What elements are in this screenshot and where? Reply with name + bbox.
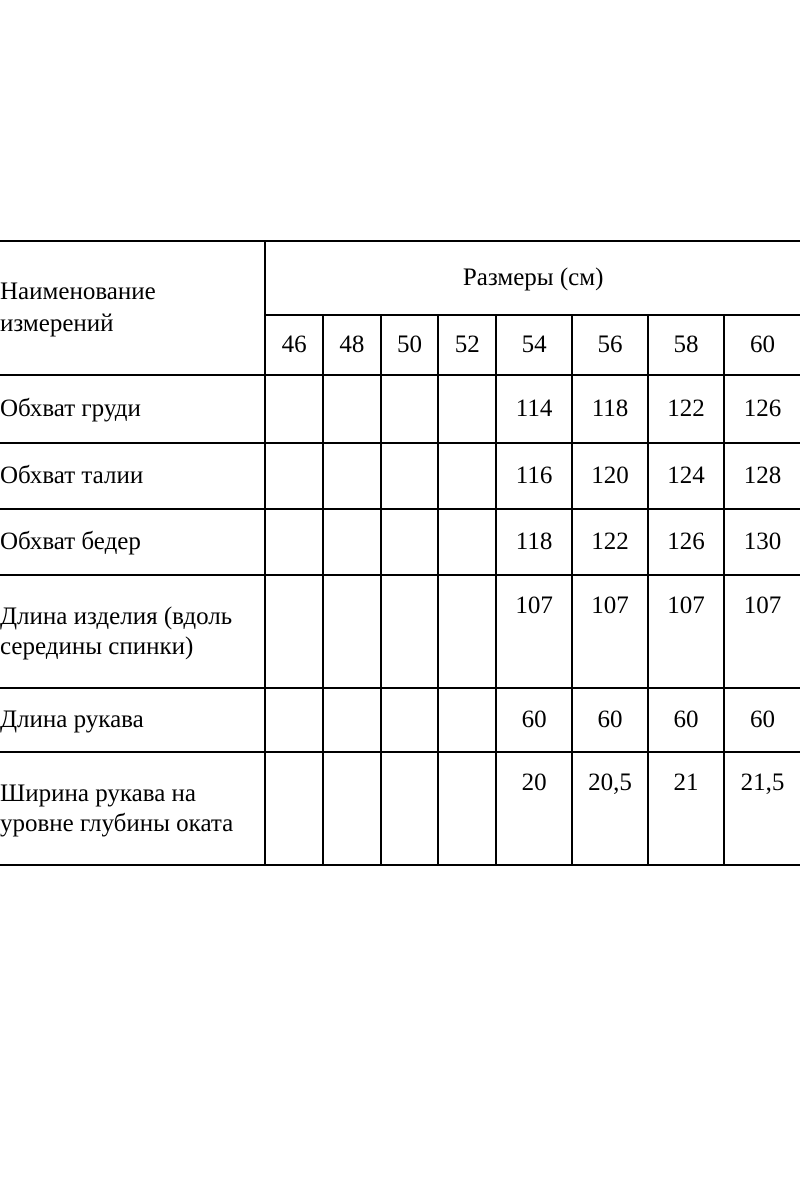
cell-value: 20,5 <box>572 752 648 865</box>
cell-value <box>265 575 323 688</box>
cell-value: 60 <box>496 688 572 752</box>
header-size-60: 60 <box>724 315 800 375</box>
table-row <box>0 575 800 688</box>
cell-value <box>381 575 439 688</box>
cell-value <box>265 688 323 752</box>
cell-value <box>323 688 381 752</box>
row-label: Обхват бедер <box>0 509 265 575</box>
cell-value: 126 <box>724 375 800 443</box>
row-label: Длина изделия (вдоль середины спинки) <box>0 575 265 688</box>
header-size-52: 52 <box>438 315 496 375</box>
header-size-48: 48 <box>323 315 381 375</box>
table-row <box>0 375 800 443</box>
cell-value: 107 <box>572 575 648 688</box>
header-size-58: 58 <box>648 315 724 375</box>
cell-value <box>265 509 323 575</box>
table-row <box>0 752 800 865</box>
cell-value: 60 <box>572 688 648 752</box>
cell-value: 107 <box>724 575 800 688</box>
cell-value: 20 <box>496 752 572 865</box>
cell-value <box>381 752 439 865</box>
cell-value <box>438 375 496 443</box>
cell-value: 116 <box>496 443 572 509</box>
cell-value <box>381 688 439 752</box>
cell-value: 21,5 <box>724 752 800 865</box>
cell-value <box>438 443 496 509</box>
header-size-50: 50 <box>381 315 439 375</box>
cell-value: 122 <box>648 375 724 443</box>
cell-value: 60 <box>724 688 800 752</box>
size-chart-sheet <box>0 240 800 866</box>
row-label: Ширина рукава на уровне глубины оката <box>0 752 265 865</box>
cell-value <box>323 752 381 865</box>
header-sizes-title: Размеры (см) <box>265 241 800 315</box>
cell-value: 126 <box>648 509 724 575</box>
table-row <box>0 688 800 752</box>
cell-value: 114 <box>496 375 572 443</box>
cell-value <box>323 575 381 688</box>
cell-value <box>381 375 439 443</box>
cell-value <box>438 752 496 865</box>
header-size-46: 46 <box>265 315 323 375</box>
table-head <box>0 241 800 375</box>
cell-value <box>265 375 323 443</box>
cell-value: 60 <box>648 688 724 752</box>
cell-value: 21 <box>648 752 724 865</box>
cell-value: 120 <box>572 443 648 509</box>
table-body <box>0 375 800 865</box>
cell-value <box>438 575 496 688</box>
cell-value <box>438 688 496 752</box>
header-row-title <box>0 241 800 315</box>
cell-value <box>323 509 381 575</box>
cell-value: 122 <box>572 509 648 575</box>
table-row <box>0 443 800 509</box>
cell-value <box>323 443 381 509</box>
row-label: Длина рукава <box>0 688 265 752</box>
table-row <box>0 509 800 575</box>
row-label: Обхват талии <box>0 443 265 509</box>
cell-value <box>438 509 496 575</box>
cell-value <box>381 443 439 509</box>
cell-value: 118 <box>572 375 648 443</box>
cell-value: 107 <box>648 575 724 688</box>
header-measurement-name: Наименование измерений <box>0 241 265 375</box>
cell-value: 128 <box>724 443 800 509</box>
cell-value: 107 <box>496 575 572 688</box>
header-size-54: 54 <box>496 315 572 375</box>
row-label: Обхват груди <box>0 375 265 443</box>
header-size-56: 56 <box>572 315 648 375</box>
size-table <box>0 240 800 866</box>
cell-value: 130 <box>724 509 800 575</box>
cell-value <box>381 509 439 575</box>
cell-value <box>265 752 323 865</box>
cell-value: 124 <box>648 443 724 509</box>
cell-value: 118 <box>496 509 572 575</box>
cell-value <box>265 443 323 509</box>
cell-value <box>323 375 381 443</box>
